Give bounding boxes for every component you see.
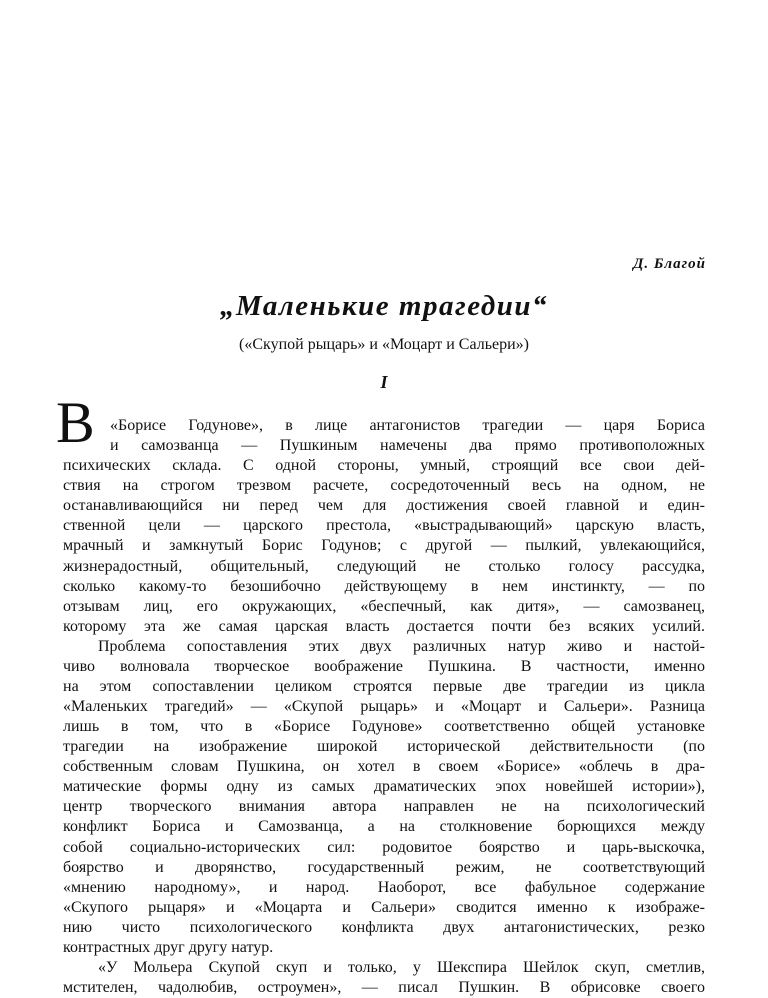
text-line: «Борисе Годунове», в лице антагонистов трагедии — царя Бориса [110, 417, 705, 434]
text-line: матические формы одну из самых драматических эпох новейшей истории»), [63, 778, 705, 796]
text-line: ствия на строгом трезвом расчете, сосредоточенный весь на одном, не [63, 477, 705, 495]
author-name: Д. Благой [633, 256, 706, 272]
text-line: собой социально-исторических сил: родовитое боярство и царь-выскочка, [63, 838, 705, 856]
text-line: боярство и дворянство, государственный режим, не соответствующий [63, 858, 705, 876]
text-line: лишь в том, что в «Борисе Годунове» соответственно общей установке [63, 718, 705, 736]
text-line: на этом сопоставлении целиком строятся первые две трагедии из цикла [63, 677, 705, 695]
text-line: психических склада. С одной стороны, умный, строящий все свои дей- [63, 457, 705, 475]
text-line: и самозванца — Пушкиным намечены два прямо противоположных [110, 437, 705, 455]
text-line: «Скупого рыцаря» и «Моцарта и Сальери» сводится именно к изображе- [63, 898, 705, 916]
text-line: контрастных друг другу натур. [63, 938, 274, 956]
text-line: собственным словам Пушкина, он хотел в своем «Борисе» «облечь в дра- [63, 758, 705, 776]
text-line: «У Мольера Скупой скуп и только, у Шекспира Шейлок скуп, сметлив, [98, 958, 705, 976]
text-line: которому эта же самая царская власть достается почти без всяких усилий. [63, 617, 705, 635]
text-line: «мнению народному», и народ. Наоборот, все фабульное содержание [63, 878, 705, 896]
text-line: трагедии на изображение широкой исторической действительности (по [63, 738, 705, 756]
text-line: ственной цели — царского престола, «выстрадывающий» царскую власть, [63, 517, 705, 535]
text-line: мстителен, чадолюбив, остроумен», — писал Пушкин. В обрисовке своего [63, 979, 705, 996]
article-subtitle: («Скупой рыцарь» и «Моцарт и Сальери») [239, 336, 529, 353]
text-line: конфликт Бориса и Самозванца, а на столкновение борющихся между [63, 818, 705, 836]
drop-cap: В [56, 390, 95, 455]
text-line: чиво волновала творческое воображение Пушкина. В частности, именно [63, 657, 705, 675]
text-line: «Маленьких трагедий» — «Скупой рыцарь» и «Моцарт и Сальери». Разница [63, 698, 705, 715]
text-line: отзывам лиц, его окружающих, «беспечный, как дитя», — самозванец, [63, 597, 705, 615]
text-line: Проблема сопоставления этих двух различных натур живо и настой- [98, 637, 705, 655]
text-line: мрачный и замкнутый Борис Годунов; с другой — пылкий, увлекающийся, [63, 537, 705, 555]
text-line: сколько какому-то безошибочно действующему в нем инстинкту, — по [63, 577, 705, 595]
text-line: жизнерадостный, общительный, следующий не столько голосу рассудка, [63, 557, 705, 575]
text-line: центр творческого внимания автора направлен не на психологический [63, 798, 705, 816]
article-title: „Маленькие трагедии“ [220, 290, 548, 322]
section-number: I [380, 372, 388, 392]
text-line: останавливающийся ни перед чем для достижения своей главной и един- [63, 497, 705, 515]
text-line: нию чисто психологического конфликта двух антагонистических, резко [63, 918, 705, 936]
